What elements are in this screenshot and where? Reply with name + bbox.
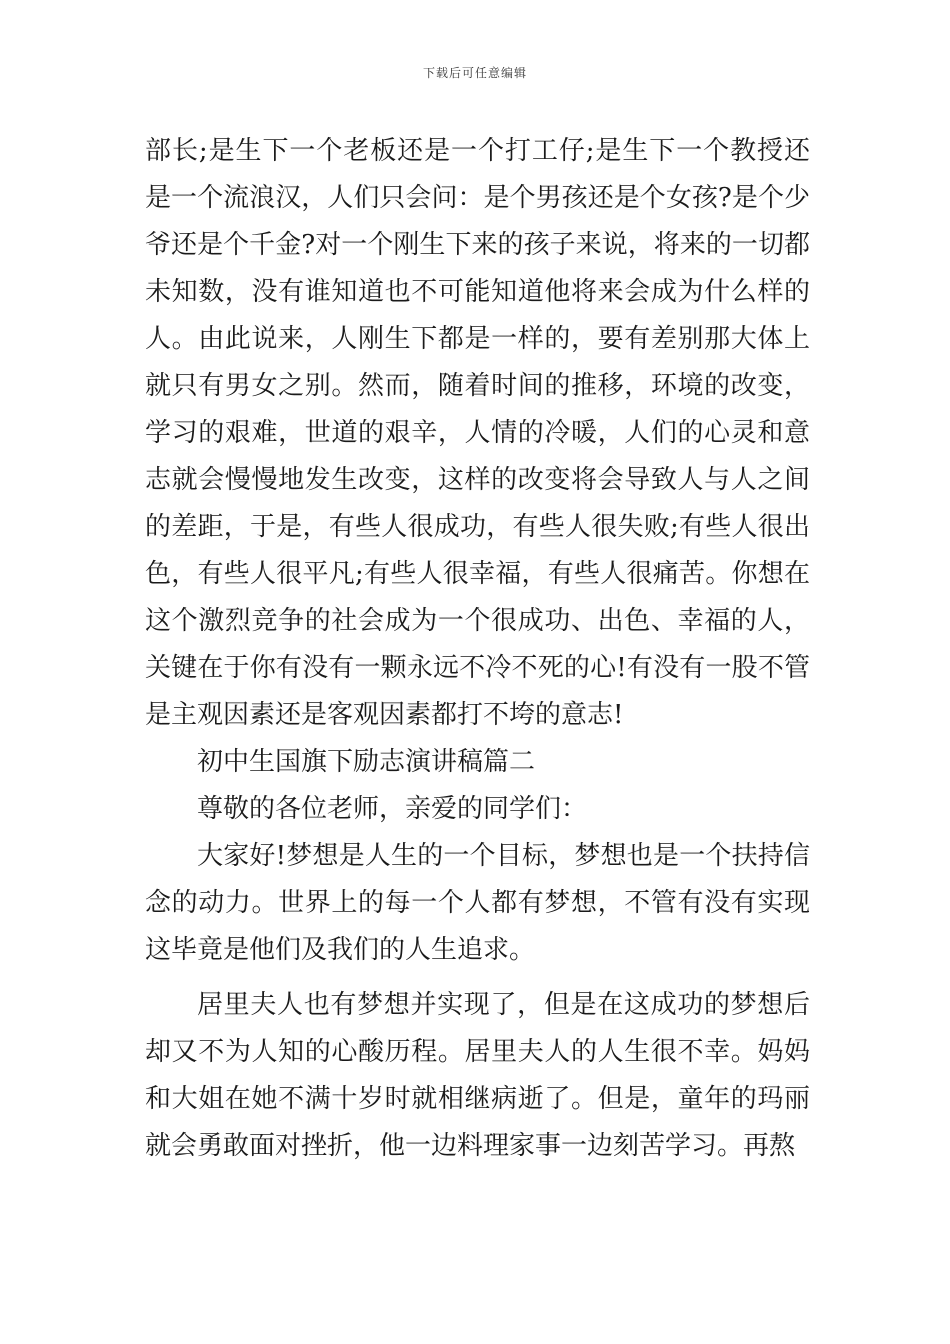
paragraph-greeting: 大家好!梦想是人生的一个目标，梦想也是一个扶持信念的动力。世界上的每一个人都有梦想，不管有没有实现这毕竟是他们及我们的人生追求。: [145, 841, 810, 965]
paragraph-continuation: 部长;是生下一个老板还是一个打工仔;是生下一个教授还是一个流浪汉，人们只会问：是个男孩还是个女孩?是个少爷还是个千金?对一个刚生下来的孩子来说，将来的一切都未知数，没有谁知道也不可能知道他将来会成为什么样的人。由此说来，人刚生下都是一样的，要有差别那大体上就只有男女之别。然而，随着时间的推移，环境的改变，学习的艰难，世道的艰辛，人情的冷暖，人们的心灵和意志就会慢慢地发生改变，这样的改变将会导致人与人之间的差距，于是，有些人很成功，有些人很失败;有些人很出色，有些人很平凡;有些人很幸福，有些人很痛苦。你想在这个激烈竞争的社会成为一个很成功、出色、幸福的人，关键在于你有没有一颗永远不冷不死的心!有没有一股不管是主观因素还是客观因素都打不垮的意志!: [145, 136, 810, 730]
page-header-note: 下载后可任意编辑: [422, 66, 527, 80]
paragraph-gap: [145, 974, 810, 982]
section-title: 初中生国旗下励志演讲稿篇二: [197, 747, 536, 777]
salutation: 尊敬的各位老师，亲爱的同学们：: [197, 794, 588, 824]
paragraph-curie: 居里夫人也有梦想并实现了，但是在这成功的梦想后却又不为人知的心酸历程。居里夫人的人生很不幸。妈妈和大姐在她不满十岁时就相继病逝了。但是，童年的玛丽就会勇敢面对挫折，他一边料理家事一边刻苦学习。再熬: [145, 990, 810, 1161]
document-body: [145, 128, 810, 1170]
